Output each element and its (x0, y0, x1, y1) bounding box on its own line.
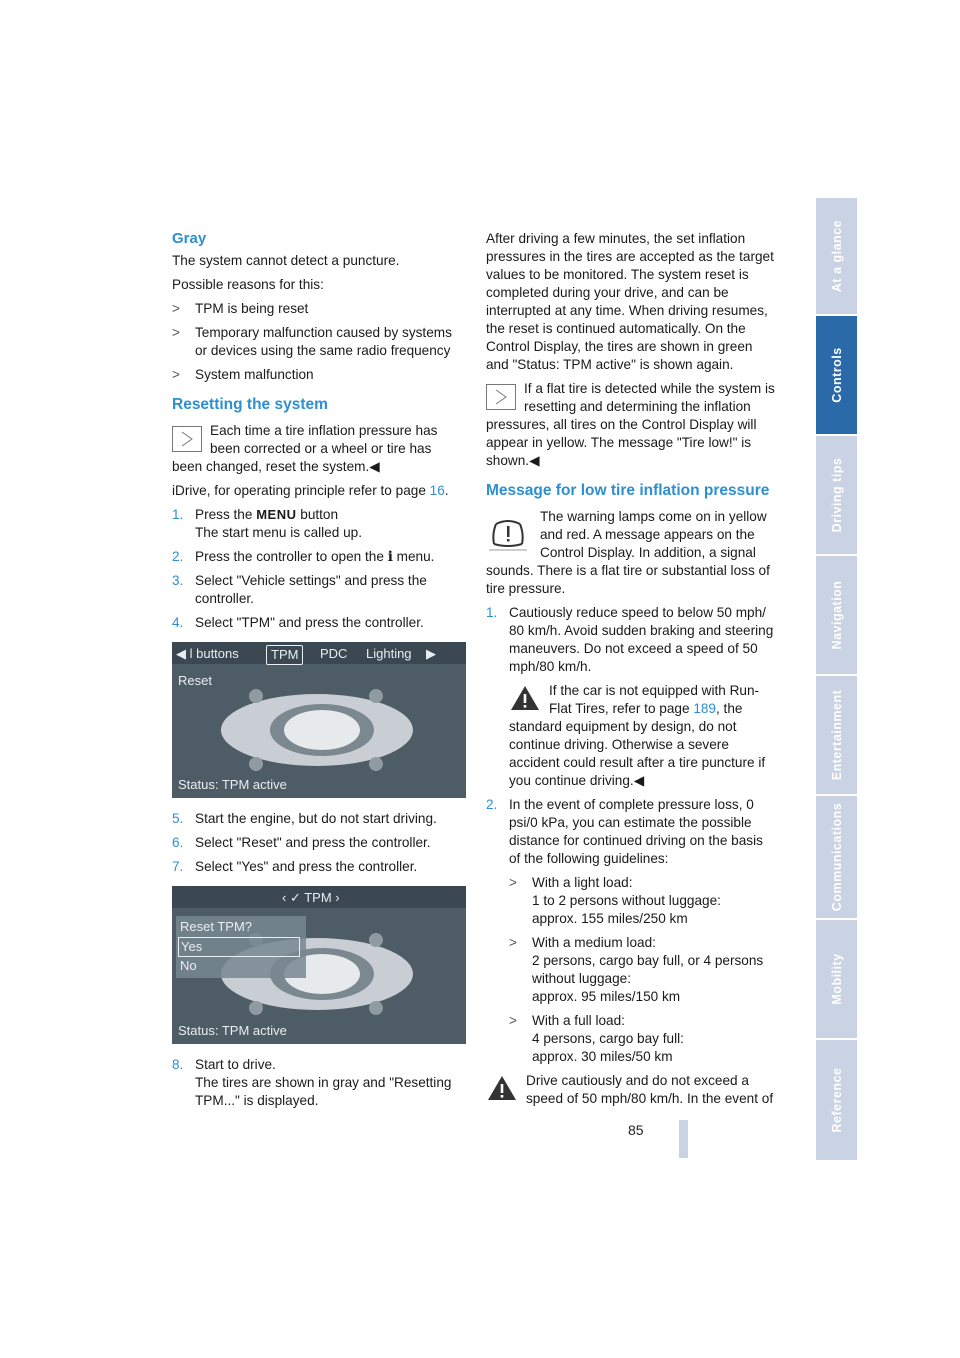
warning-triangle-icon (486, 1074, 518, 1102)
left-column (172, 230, 464, 1116)
screen-status: Status: TPM active (178, 777, 287, 792)
bullet-marker: > (172, 367, 180, 382)
bullet-marker: > (509, 875, 517, 890)
reset-confirm-screen-image (172, 886, 466, 1044)
step-8: 8. Start to drive. The tires are shown in gray and "Resetting TPM..." is displayed. (172, 1057, 452, 1108)
step-6: 6. Select "Reset" and press the controller. (172, 835, 431, 850)
menu-button-label: MENU (256, 507, 297, 522)
page-link[interactable]: 16 (429, 483, 445, 498)
step-1: 1. Press the MENU button The start menu is called up. (172, 507, 362, 540)
low-step-1: 1. Cautiously reduce speed to below 50 mph/ 80 km/h. Avoid sudden braking and steering maneuvers. Do not exceed a speed of 50 mph/80 km/h. (486, 605, 774, 674)
gray-heading: Gray (172, 230, 207, 247)
list-item: > With a full load: 4 persons, cargo bay full: approx. 30 miles/50 km (509, 1013, 684, 1064)
step-2: 2. Press the controller to open the i menu. (172, 549, 435, 565)
popup-no-option: No (180, 958, 197, 973)
sidebar-tab-navigation[interactable]: Navigation (816, 556, 857, 674)
bullet-marker: > (172, 301, 180, 316)
tpm-warning-block: The warning lamps come on in yellow and red. A message appears on the Control Display. In addition, a signal sounds. There is a flat tire or substantial loss of tire pressure. (486, 509, 770, 596)
step-5: 5. Start the engine, but do not start driving. (172, 811, 437, 826)
list-item: > System malfunction (172, 367, 314, 382)
page-link[interactable]: 189 (693, 701, 716, 716)
screen-menu-bar: ◀ l buttons TPM PDC Lighting ▶ (172, 642, 466, 664)
car-top-view-icon (212, 678, 422, 782)
note-block: If a flat tire is detected while the system is resetting and determining the inflation pressures, all tires on the Control Display will appear in yellow. The message "Tire low!" is shown.◀ (486, 381, 775, 468)
list-item: > With a light load: 1 to 2 persons without luggage: approx. 155 miles/250 km (509, 875, 721, 926)
page-number: 85 (628, 1122, 644, 1138)
gray-reasons-intro: Possible reasons for this: (172, 277, 324, 292)
note-block: Each time a tire inflation pressure has been corrected or a wheel or tire has been changed, reset the system.◀ (172, 423, 438, 474)
popup-question: Reset TPM? (180, 919, 253, 934)
idrive-ref: iDrive, for operating principle refer to page 16. (172, 483, 449, 498)
list-item: > Temporary malfunction caused by systems or devices using the same radio frequency (172, 325, 452, 358)
bullet-marker: > (172, 325, 180, 340)
bullet-marker: > (509, 935, 517, 950)
warning-block: Drive cautiously and do not exceed a speed of 50 mph/80 km/h. In the event of (486, 1072, 778, 1108)
tire-pressure-warning-icon (486, 514, 530, 554)
sidebar-tab-reference[interactable]: Reference (816, 1040, 857, 1160)
reset-progress-text: After driving a few minutes, the set inflation pressures in the tires are accepted as the target values to be monitored. The system reset is completed during your drive, and can be interrupted at any time. When driving resumes, the reset is continued automatically. On the Control Display, the tires are shown in green and "Status: TPM active" is shown again. (486, 231, 774, 372)
list-item: > With a medium load: 2 persons, cargo bay full, or 4 persons without luggage: approx. 95 miles/150 km (509, 935, 764, 1004)
popup-yes-option: Yes (178, 937, 300, 957)
screen-reset-item: Reset (178, 673, 212, 688)
note-arrow-icon (486, 384, 516, 410)
confirm-popup (176, 916, 306, 978)
step-4: 4. Select "TPM" and press the controller. (172, 615, 424, 630)
warning-triangle-icon (509, 684, 541, 712)
screen-header: ‹ ✓ TPM › (172, 886, 466, 908)
sidebar-tab-at-a-glance[interactable]: At a glance (816, 198, 857, 314)
right-column (486, 230, 778, 1114)
note-arrow-icon (172, 426, 202, 452)
screen-status: Status: TPM active (178, 1023, 287, 1038)
low-step-2: 2. In the event of complete pressure loss, 0 psi/0 kPa, you can estimate the possible distance for continued driving on the basis of the following guidelines: (486, 797, 763, 866)
page-marker-bar (679, 1120, 688, 1158)
tpm-screen-image (172, 642, 466, 798)
sidebar-tab-communications[interactable]: Communications (816, 796, 857, 918)
end-mark: ◀ (529, 453, 540, 468)
sidebar-tab-controls[interactable]: Controls (816, 316, 857, 434)
step-7: 7. Select "Yes" and press the controller. (172, 859, 418, 874)
end-mark: ◀ (369, 459, 380, 474)
end-mark: ◀ (633, 773, 645, 788)
step-3: 3. Select "Vehicle settings" and press the controller. (172, 573, 427, 606)
sidebar-tab-driving-tips[interactable]: Driving tips (816, 436, 857, 554)
bullet-marker: > (509, 1013, 517, 1028)
info-menu-icon: i (387, 549, 393, 565)
list-item: > TPM is being reset (172, 301, 309, 316)
warning-block: If the car is not equipped with Run-Flat Tires, refer to page 189, the standard equipment by design, do not continue driving. Otherwise a severe accident could result after a tire puncture if you continue driving.◀ (509, 683, 766, 788)
load-list (509, 874, 778, 1066)
reset-heading: Resetting the system (172, 396, 328, 413)
gray-desc: The system cannot detect a puncture. (172, 253, 400, 268)
low-pressure-heading: Message for low tire inflation pressure (486, 482, 770, 499)
sidebar-tab-mobility[interactable]: Mobility (816, 920, 857, 1038)
sidebar-tab-entertainment[interactable]: Entertainment (816, 676, 857, 794)
